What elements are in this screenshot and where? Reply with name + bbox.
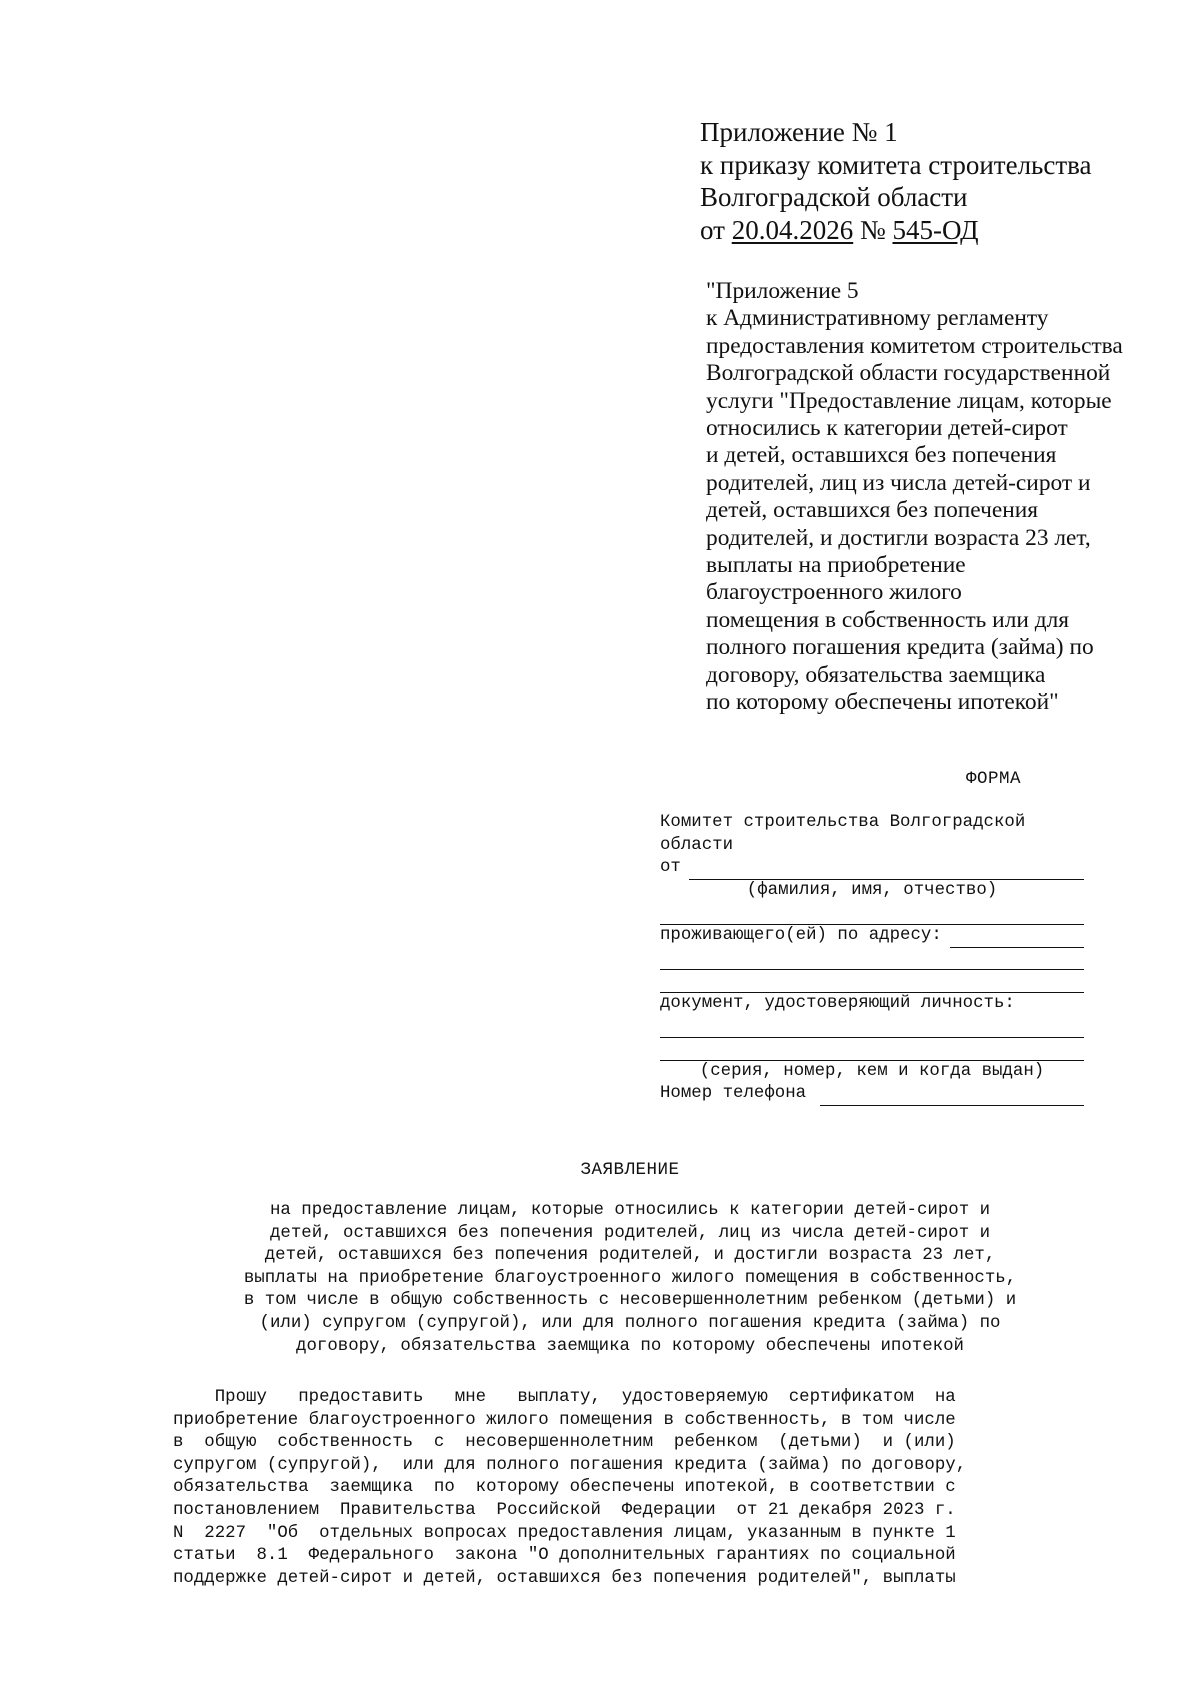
full-name-continuation-line[interactable] <box>660 902 1084 925</box>
committee-line: Комитет строительства Волгоградской <box>660 813 1026 832</box>
appendix-order-line <box>700 214 1092 247</box>
subject-line: детей, оставшихся без попечения родителей, лиц из числа детей-сирот и <box>269 1223 991 1243</box>
address-blank-line[interactable] <box>660 948 1084 971</box>
subject-line: выплаты на приобретение благоустроенного жилого помещения в собственность, <box>243 1268 1017 1288</box>
subject-line: договору, обязательства заемщика по которому обеспечены ипотекой <box>296 1336 964 1356</box>
address-row <box>660 925 1084 948</box>
regulation-line: к Административному регламенту <box>706 305 1049 332</box>
statement-title: ЗАЯВЛЕНИЕ <box>580 1160 680 1180</box>
phone-row <box>660 1083 1084 1106</box>
full-name-caption: (фамилия, имя, отчество) <box>746 880 998 900</box>
id-document-caption: (серия, номер, кем и когда выдан) <box>699 1061 1045 1081</box>
subject-line: в том числе в общую собственность с несовершеннолетним ребенком (детьми) и <box>243 1291 1017 1311</box>
request-line: Прошу предоставить мне выплату, удостоверяемую сертификатом на <box>173 1388 956 1407</box>
regulation-line: по которому обеспечены ипотекой" <box>706 689 1059 716</box>
request-line: статьи 8.1 Федерального закона "О дополнительных гарантиях по социальной <box>173 1546 956 1566</box>
order-date: 20.04.2026 <box>731 214 854 245</box>
request-line: в общую собственность с несовершеннолетним ребенком (детьми) и (или) <box>173 1433 956 1453</box>
regulation-reference <box>706 278 1123 717</box>
from-prefix: от <box>700 214 732 245</box>
id-document-row <box>660 993 1084 1016</box>
committee-line: области <box>660 835 734 855</box>
request-line: супругом (супругой), или для полного погашения кредита (займа) по договору, <box>173 1455 967 1475</box>
regulation-line: родителей, лиц из числа детей-сирот и <box>706 469 1091 496</box>
from-row <box>660 857 1084 880</box>
appendix-title: Приложение № 1 <box>700 117 898 147</box>
regulation-line: полного погашения кредита (займа) по <box>706 634 1094 661</box>
subject-line: (или) супругом (супругой), или для полного погашения кредита (займа) по <box>259 1313 1001 1333</box>
request-line: обязательства заемщика по которому обеспечены ипотекой, в соответствии с <box>173 1478 956 1498</box>
full-name-blank-line[interactable] <box>689 862 1084 880</box>
request-line: приобретение благоустроенного жилого помещения в собственность, в том числе <box>173 1410 956 1430</box>
request-body <box>173 1387 1084 1590</box>
appendix-region: Волгоградской области <box>700 182 968 212</box>
address-label: проживающего(ей) по адресу: <box>660 925 942 945</box>
regulation-line: детей, оставшихся без попечения <box>706 497 1039 524</box>
regulation-line: относились к категории детей-сирот <box>706 415 1068 442</box>
regulation-line: "Приложение 5 <box>706 278 859 304</box>
subject-line: детей, оставшихся без попечения родителей, и достигли возраста 23 лет, <box>264 1246 996 1266</box>
regulation-line: благоустроенного жилого <box>706 579 962 606</box>
regulation-line: предоставления комитетом строительства <box>706 332 1123 359</box>
subject-line: на предоставление лицам, которые относились к категории детей-сирот и <box>269 1201 991 1220</box>
regulation-line: договору, обязательства заемщика <box>706 661 1046 688</box>
number-sign: № <box>853 214 893 245</box>
appendix-header <box>700 116 1092 246</box>
id-document-blank-line[interactable] <box>660 1038 1084 1061</box>
from-label: от <box>660 858 681 878</box>
addressee-block <box>660 812 1084 1106</box>
regulation-line: родителей, и достигли возраста 23 лет, <box>706 524 1091 551</box>
regulation-line: Волгоградской области государственной <box>706 360 1111 387</box>
appendix-order-reference: к приказу комитета строительства <box>700 149 1092 180</box>
address-blank-line[interactable] <box>660 970 1084 993</box>
order-number: 545-ОД <box>892 214 979 245</box>
id-document-blank-line[interactable] <box>660 1015 1084 1038</box>
regulation-line: выплаты на приобретение <box>706 552 966 579</box>
regulation-line: услуги "Предоставление лицам, которые <box>706 387 1112 414</box>
phone-label: Номер телефона <box>660 1084 807 1104</box>
id-document-label: документ, удостоверяющий личность: <box>660 993 1015 1013</box>
regulation-line: помещения в собственность или для <box>706 606 1070 633</box>
regulation-line: и детей, оставшихся без попечения <box>706 442 1057 469</box>
statement-subject <box>120 1200 1140 1358</box>
request-line: поддержке детей-сирот и детей, оставшихся без попечения родителей", выплаты <box>173 1568 956 1588</box>
form-label: ФОРМА <box>966 769 1022 789</box>
request-line: N 2227 "Об отдельных вопросах предоставления лицам, указанным в пункте 1 <box>173 1523 956 1543</box>
address-blank-line[interactable] <box>950 930 1084 948</box>
phone-blank-line[interactable] <box>820 1088 1084 1106</box>
request-line: постановлением Правительства Российской Федерации от 21 декабря 2023 г. <box>173 1500 956 1520</box>
